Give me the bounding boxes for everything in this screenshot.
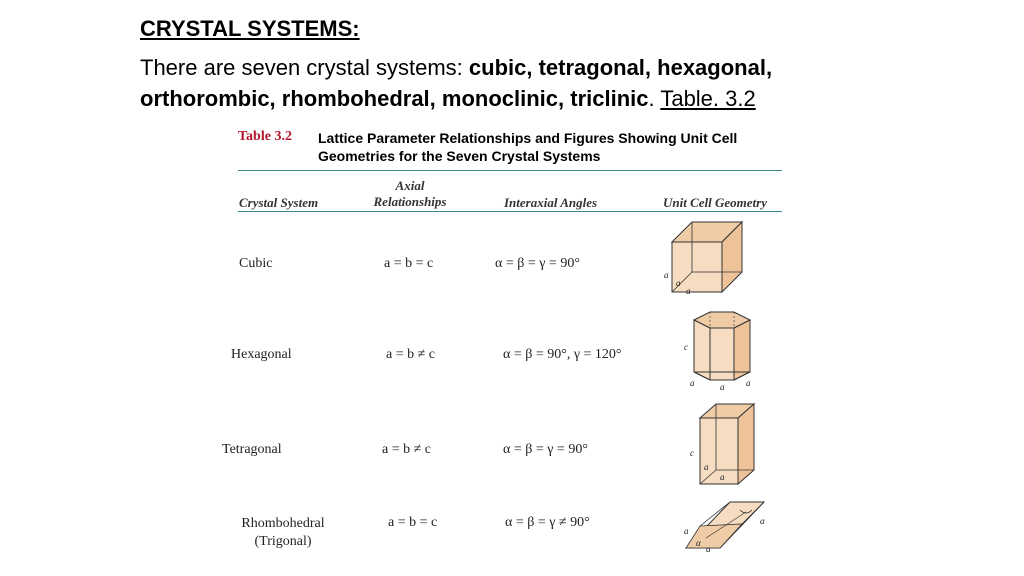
rhombohedral-label-a1: a: [684, 526, 689, 536]
intro-paragraph: [140, 52, 900, 114]
hexagonal-label-a1: a: [690, 378, 695, 388]
col-header-axial-line1: Axial: [395, 178, 425, 193]
cubic-label-a2: a: [676, 278, 681, 288]
rhombohedral-label-a2: a: [706, 544, 711, 554]
col-header-system: Crystal System: [239, 195, 319, 210]
table-number: Table 3.2: [238, 129, 292, 144]
tetragonal-label-a2: a: [720, 472, 725, 482]
row-hexagonal-system: Hexagonal: [231, 347, 292, 362]
row-tetragonal-system: Tetragonal: [222, 442, 282, 457]
hexagonal-label-a2: a: [720, 382, 725, 392]
cubic-unit-cell-figure: [660, 214, 760, 300]
col-header-axial: [360, 178, 460, 210]
col-header-geometry: Unit Cell Geometry: [663, 195, 767, 210]
rhombohedral-label-alpha1: α: [696, 538, 701, 548]
cubic-label-a1: a: [664, 270, 669, 280]
hexagonal-label-a3: a: [746, 378, 751, 388]
cubic-label-a3: a: [686, 286, 691, 296]
intro-prefix: There are seven crystal systems:: [140, 55, 469, 80]
row-cubic-system: Cubic: [239, 256, 273, 271]
hexagonal-label-c: c: [684, 342, 688, 352]
row-hexagonal-angles: α = β = 90°, γ = 120°: [503, 347, 622, 362]
tetragonal-label-c: c: [690, 448, 694, 458]
row-cubic-angles: α = β = γ = 90°: [495, 256, 580, 271]
table-top-rule: [238, 170, 782, 171]
row-tetragonal-axial: a = b ≠ c: [382, 442, 432, 457]
col-header-angles: Interaxial Angles: [504, 195, 598, 210]
hexagonal-unit-cell-figure: [680, 306, 770, 392]
row-rhombohedral-system-line1: Rhombohedral: [241, 516, 325, 531]
row-rhombohedral-angles: α = β = γ ≠ 90°: [505, 515, 590, 530]
slide-heading: CRYSTAL SYSTEMS:: [140, 16, 360, 41]
intro-systems-list: cubic, tetragonal, hexagonal, orthorombic, rhombohedral, monoclinic, triclinic: [140, 55, 773, 111]
row-rhombohedral-system-line2: (Trigonal): [254, 534, 312, 549]
row-rhombohedral-axial: a = b = c: [388, 515, 438, 530]
table-reference-link[interactable]: Table. 3.2: [660, 86, 756, 111]
row-cubic-axial: a = b = c: [384, 256, 434, 271]
row-rhombohedral-system: [230, 515, 336, 551]
intro-period: .: [648, 86, 661, 111]
rhombohedral-unit-cell-figure: [680, 496, 776, 556]
row-hexagonal-axial: a = b ≠ c: [386, 347, 436, 362]
row-tetragonal-angles: α = β = γ = 90°: [503, 442, 588, 457]
tetragonal-unit-cell-figure: [686, 400, 766, 490]
rhombohedral-label-alpha2: α: [760, 516, 765, 526]
table-header-rule: [238, 211, 782, 212]
table-title: Lattice Parameter Relationships and Figures Showing Unit Cell Geometries for the Seven Crystal Systems: [318, 130, 738, 164]
tetragonal-label-a1: a: [704, 462, 709, 472]
col-header-axial-line2: Relationships: [373, 194, 447, 209]
